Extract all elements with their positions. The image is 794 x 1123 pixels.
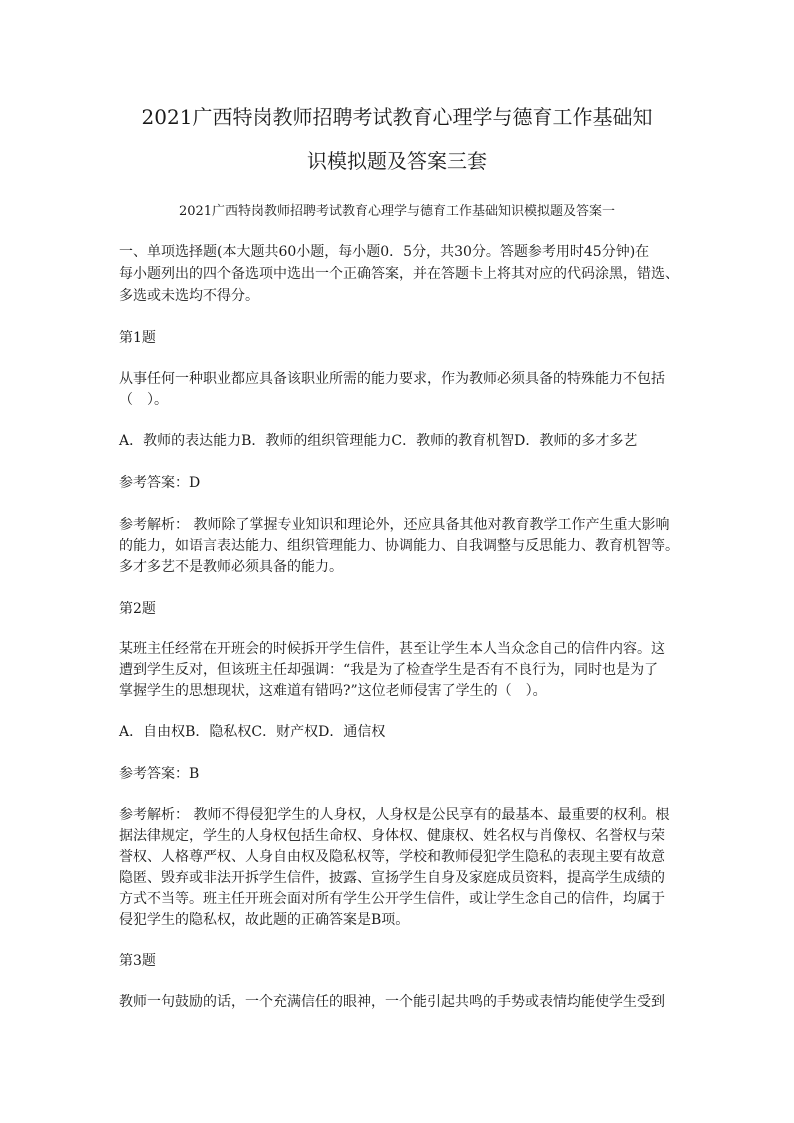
question-1-analysis-line: 多才多艺不是教师必须具备的能力。: [119, 559, 343, 575]
question-1-answer: 参考答案：D: [119, 475, 201, 491]
question-2-analysis-line: 据法律规定，学生的人身权包括生命权、身体权、健康权、姓名权与肖像权、名誉权与荣: [119, 828, 665, 844]
question-2-stem-line: 遭到学生反对，但该班主任却强调：“我是为了检查学生是否有不良行为，同时也是为了: [119, 662, 659, 678]
section-intro-line: 一、单项选择题(本大题共60小题，每小题0．5分，共30分。答题参考用时45分钟)在: [119, 244, 650, 260]
question-2-analysis-line: 方式不当等。班主任开班会面对所有学生公开学生信件，或让学生念自己的信件，均属于: [119, 891, 665, 907]
question-2-options: A．自由权B．隐私权C．财产权D．通信权: [119, 724, 386, 740]
question-1-analysis-line: 参考解析： 教师除了掌握专业知识和理论外，还应具备其他对教育教学工作产生重大影响: [119, 517, 670, 533]
section-intro-line: 多选或未选均不得分。: [119, 288, 259, 304]
document-subtitle: 2021广西特岗教师招聘考试教育心理学与德育工作基础知识模拟题及答案一: [178, 204, 616, 219]
question-2-analysis-line: 侵犯学生的隐私权，故此题的正确答案是B项。: [119, 912, 410, 928]
question-2-analysis-line: 隐匿、毁弃或非法开拆学生信件，披露、宣扬学生自身及家庭成员资料，提高学生成绩的: [119, 870, 665, 886]
question-2-stem-line: 掌握学生的思想现状，这难道有错吗?”这位老师侵害了学生的（ ）。: [119, 683, 547, 699]
question-2-heading: 第2题: [119, 601, 156, 617]
question-3-heading: 第3题: [119, 953, 156, 969]
question-1-stem-line: 从事任何一种职业都应具备该职业所需的能力要求，作为教师必须具备的特殊能力不包括: [119, 371, 665, 387]
document-title-line-1: 2021广西特岗教师招聘考试教育心理学与德育工作基础知: [141, 105, 653, 129]
question-1-stem-line: （ ）。: [119, 392, 168, 408]
question-1-analysis-line: 的能力，如语言表达能力、组织管理能力、协调能力、自我调整与反思能力、教育机智等。: [119, 538, 679, 554]
question-3-stem-line: 教师一句鼓励的话，一个充满信任的眼神，一个能引起共鸣的手势或表情均能使学生受到: [119, 994, 665, 1010]
question-2-analysis-line: 参考解析： 教师不得侵犯学生的人身权，人身权是公民享有的最基本、最重要的权利。根: [119, 807, 670, 823]
document-title-line-2: 识模拟题及答案三套: [307, 149, 487, 173]
question-2-analysis-line: 誉权、人格尊严权、人身自由权及隐私权等，学校和教师侵犯学生隐私的表现主要有故意: [119, 849, 665, 865]
question-1-options: A．教师的表达能力B．教师的组织管理能力C．教师的教育机智D．教师的多才多艺: [119, 433, 638, 449]
question-1-heading: 第1题: [119, 330, 156, 346]
question-2-answer: 参考答案：B: [119, 766, 200, 782]
question-2-stem-line: 某班主任经常在开班会的时候拆开学生信件，甚至让学生本人当众念自己的信件内容。这: [119, 641, 665, 657]
section-intro-line: 每小题列出的四个备选项中选出一个正确答案，并在答题卡上将其对应的代码涂黑，错选、: [119, 266, 679, 282]
